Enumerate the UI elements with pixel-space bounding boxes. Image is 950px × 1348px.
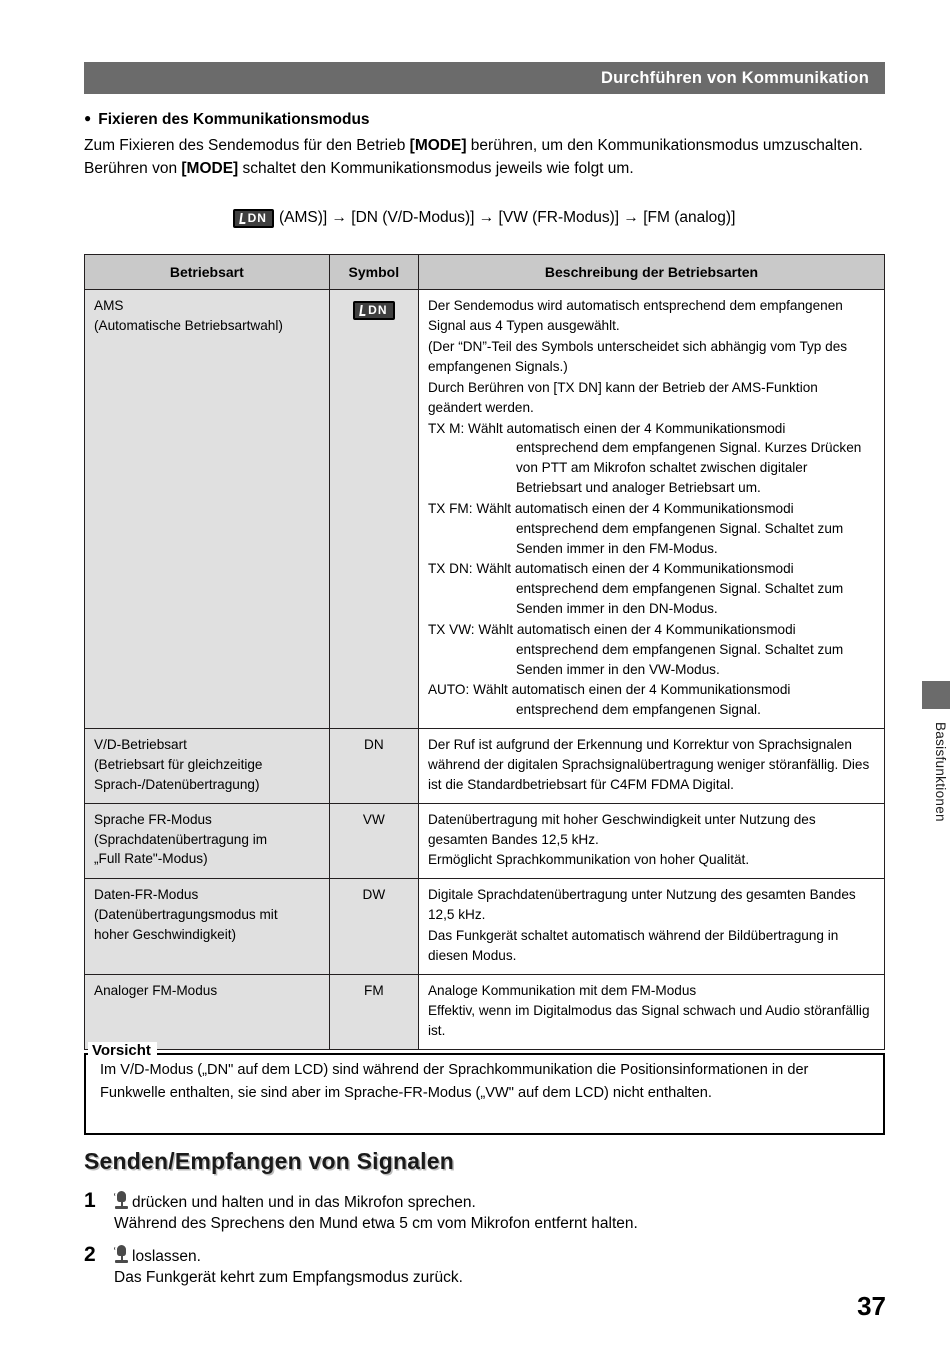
mode-line-1: V/D-Betriebsart xyxy=(94,737,187,753)
tx-text: Wählt automatisch einen der 4 Kommunikationsmodi xyxy=(468,420,786,436)
tx-item xyxy=(428,620,875,680)
table-row xyxy=(85,290,885,729)
desc-line: Das Funkgerät schaltet automatisch während der Bildübertragung in diesen Modus. xyxy=(427,927,839,963)
tx-text: Wählt automatisch einen der 4 Kommunikationsmodi xyxy=(476,561,794,577)
desc-line: Durch Berühren von [TX DN] kann der Betrieb der AMS-Funktion geändert werden. xyxy=(427,379,818,415)
step-item xyxy=(84,1188,884,1212)
mode-line-1: Daten-FR-Modus xyxy=(94,887,199,903)
intro-p1-a: Zum Fixieren des Sendemodus für den Betrieb xyxy=(84,136,410,154)
cell-mode xyxy=(85,879,330,974)
tx-text: Wählt automatisch einen der 4 Kommunikationsmodi xyxy=(478,621,796,637)
intro-p2-mode: [MODE] xyxy=(181,160,239,178)
cell-mode xyxy=(85,729,330,804)
desc-line: Effektiv, wenn im Digitalmodus das Signal schwach und Audio störanfällig ist. xyxy=(427,1003,870,1039)
mode-line-1: AMS xyxy=(94,298,124,314)
desc-line: Der Ruf ist aufgrund der Erkennung und Korrektur von Sprachsignalen während der digitalen Sprachsignalübertragung weniger störanfällig. Dies ist die Standardbetriebsart für C4FM FDMA Digital. xyxy=(427,737,870,792)
dn-symbol-label: DN xyxy=(368,303,388,318)
cell-description xyxy=(418,879,884,974)
col-header-mode: Betriebsart xyxy=(85,255,330,290)
mode-line-3: hoher Geschwindigkeit) xyxy=(94,926,237,942)
desc-line: Analoge Kommunikation mit dem FM-Modus xyxy=(427,982,697,998)
mode-line-3: Sprach-/Datenübertragung) xyxy=(94,776,260,792)
tx-cont: entsprechend dem empfangenen Signal. xyxy=(515,702,761,718)
page-header-bar xyxy=(84,62,885,94)
step-body xyxy=(114,1242,884,1266)
tx-item xyxy=(428,559,875,619)
intro-p2-a: Berühren von xyxy=(84,160,182,178)
cell-symbol: DN xyxy=(329,729,418,804)
desc-line: (Der “DN”-Teil des Symbols unterscheidet sich abhängig vom Typ des empfangenen Signals.) xyxy=(427,339,848,374)
caution-text: Im V/D-Modus („DN" auf dem LCD) sind während der Sprachkommunikation die Positionsinformationen in der Funkwelle enthalten, sie sind aber im Sprache-FR-Modus („VW" auf dem LCD) nicht enthalten. xyxy=(100,1062,809,1101)
tx-cont: entsprechend dem empfangenen Signal. Schaltet zum Senden immer in den FM-Modus. xyxy=(515,520,844,556)
microphone-icon xyxy=(114,1191,129,1210)
side-tab-marker xyxy=(922,681,950,709)
microphone-icon xyxy=(114,1245,129,1264)
step-text: loslassen. xyxy=(132,1248,201,1266)
tx-label: TX VW: xyxy=(427,621,475,637)
intro-bullet-heading xyxy=(84,108,884,132)
tx-label: AUTO: xyxy=(427,682,470,698)
intro-paragraph-1 xyxy=(84,134,884,158)
cell-description xyxy=(418,803,884,879)
step-number: 2 xyxy=(84,1243,96,1267)
mode-line-2: (Betriebsart für gleichzeitige xyxy=(94,757,263,772)
col-header-description: Beschreibung der Betriebsarten xyxy=(418,255,884,290)
desc-line: Der Sendemodus wird automatisch entsprechend dem empfangenen Signal aus 4 Typen ausgewählt. xyxy=(427,298,843,334)
table-row xyxy=(85,879,885,974)
intro-p1-b: berühren, um den Kommunikationsmodus umzuschalten. xyxy=(466,136,863,154)
cell-description xyxy=(418,290,884,729)
tx-text: Wählt automatisch einen der 4 Kommunikationsmodi xyxy=(476,500,794,516)
cell-mode xyxy=(85,290,330,729)
mode-line-2: (Sprachdatenübertragung im xyxy=(94,831,268,847)
cell-symbol: DW xyxy=(329,879,418,974)
steps-list xyxy=(84,1188,884,1296)
table-header-row xyxy=(85,255,885,290)
cell-mode xyxy=(85,974,330,1050)
dn-symbol-icon xyxy=(233,209,274,228)
tx-item xyxy=(428,419,875,498)
desc-line: Digitale Sprachdatenübertragung unter Nutzung des gesamten Bandes 12,5 kHz. xyxy=(427,887,856,923)
step-item xyxy=(84,1242,884,1266)
desc-line: Ermöglicht Sprachkommunikation von hoher Qualität. xyxy=(427,852,750,868)
intro-paragraph-2 xyxy=(84,157,884,181)
page-number: 37 xyxy=(857,1291,886,1321)
intro-p1-mode: [MODE] xyxy=(409,136,467,154)
table-row xyxy=(85,729,885,804)
tx-text: Wählt automatisch einen der 4 Kommunikationsmodi xyxy=(473,682,791,698)
tx-item xyxy=(428,499,875,559)
side-tab-label: Basisfunktionen xyxy=(933,722,948,822)
tx-cont: entsprechend dem empfangenen Signal. Schaltet zum Senden immer in den DN-Modus. xyxy=(515,581,844,617)
col-header-symbol: Symbol xyxy=(329,255,418,290)
table-row xyxy=(85,803,885,879)
dn-symbol-label: DN xyxy=(247,211,267,225)
cell-description xyxy=(418,729,884,804)
cell-symbol xyxy=(329,290,418,729)
step-sub-text: Das Funkgerät kehrt zum Empfangsmodus zurück. xyxy=(114,1269,463,1287)
mode-flow-line xyxy=(84,208,884,228)
page-header-title: Durchführen von Kommunikation xyxy=(601,68,869,87)
table-row xyxy=(85,974,885,1050)
mode-line-3: „Full Rate"-Modus) xyxy=(94,851,208,867)
tx-cont: entsprechend dem empfangenen Signal. Schaltet zum Senden immer in den VW-Modus. xyxy=(515,641,844,677)
cell-description xyxy=(418,974,884,1050)
step-text: drücken und halten und in das Mikrofon sprechen. xyxy=(132,1194,476,1211)
bullet-dot-icon: ● xyxy=(84,111,92,125)
tx-item xyxy=(428,680,875,720)
desc-line: Datenübertragung mit hoher Geschwindigkeit unter Nutzung des gesamten Bandes 12,5 kHz. xyxy=(427,811,816,847)
mode-line-1: Sprache FR-Modus xyxy=(94,811,212,827)
cell-symbol: VW xyxy=(329,803,418,879)
mode-line-1: Analoger FM-Modus xyxy=(94,982,218,998)
tx-label: TX FM: xyxy=(427,500,473,516)
communication-modes-table xyxy=(84,254,885,1050)
cell-symbol: FM xyxy=(329,974,418,1050)
caution-label: Vorsicht xyxy=(88,1042,157,1059)
mode-line-2: (Automatische Betriebsartwahl) xyxy=(94,318,283,334)
step-number: 1 xyxy=(84,1189,96,1212)
tx-label: TX DN: xyxy=(427,561,473,577)
intro-heading-text: Fixieren des Kommunikationsmodus xyxy=(98,111,370,128)
dn-symbol-icon xyxy=(353,301,394,320)
step-body xyxy=(114,1188,884,1212)
cell-mode xyxy=(85,803,330,879)
mode-line-2: (Datenübertragungsmodus mit xyxy=(94,907,278,923)
intro-block xyxy=(84,108,884,181)
mode-flow-text: (AMS)] → [DN (V/D-Modus)] → [VW (FR-Modus)] → [FM (analog)] xyxy=(278,208,736,226)
tx-cont: entsprechend dem empfangenen Signal. Kurzes Drücken von PTT am Mikrofon schaltet zwischen digitaler Betriebsart und analoger Betriebsart um. xyxy=(515,440,862,496)
section-heading: Senden/Empfangen von Signalen xyxy=(84,1148,455,1174)
step-sub-text: Während des Sprechens den Mund etwa 5 cm vom Mikrofon entfernt halten. xyxy=(114,1215,638,1233)
tx-label: TX M: xyxy=(427,420,465,436)
intro-p2-b: schaltet den Kommunikationsmodus jeweils wie folgt um. xyxy=(238,160,634,178)
